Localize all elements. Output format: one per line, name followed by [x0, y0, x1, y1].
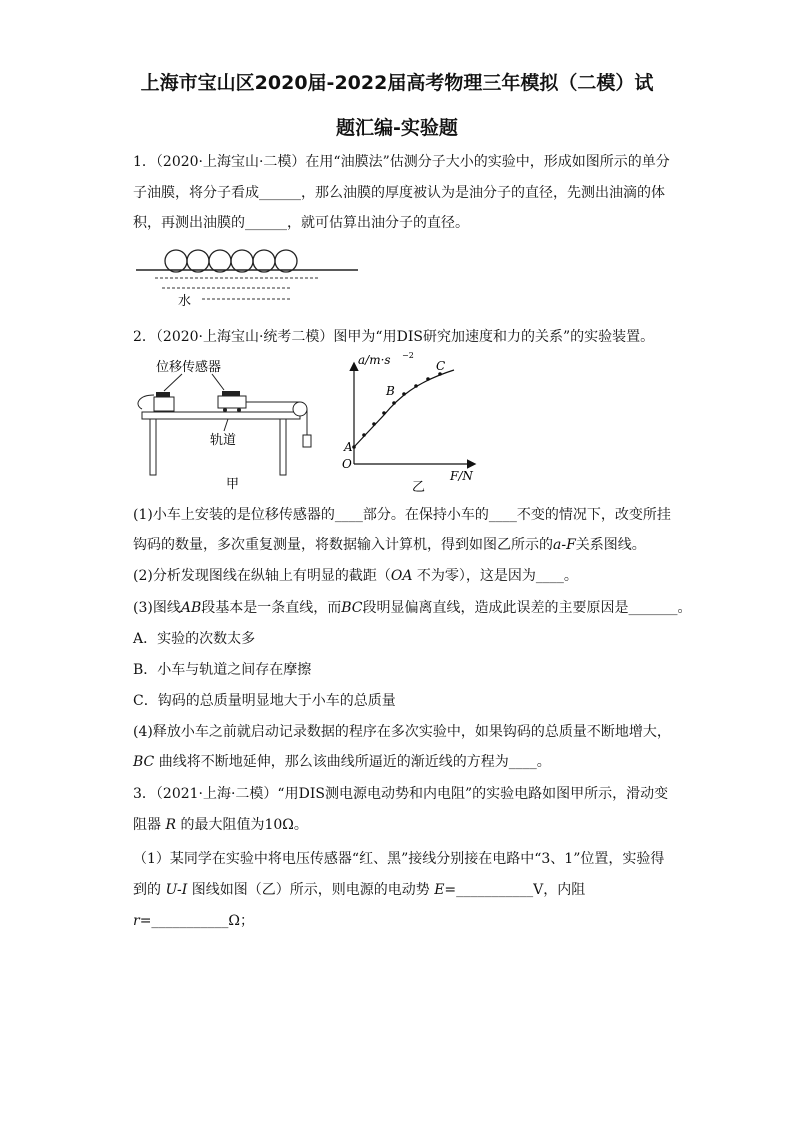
oil-film-figure: [130, 244, 370, 310]
point-b-label: B: [386, 384, 395, 398]
q1-line2: 子油膜，将分子看成______，那么油膜的厚度被认为是油分子的直径，先测出油滴的体: [133, 185, 665, 201]
a-f-graph-yi: [336, 350, 486, 496]
y-axis-label: a/m·s: [358, 353, 391, 367]
q3-line4: 到的 U-I 图线如图（乙）所示，则电源的电动势 E=___________V，内阻: [133, 882, 586, 898]
q1-line3: 积，再测出油膜的______，就可估算出油分子的直径。: [133, 215, 469, 231]
x-axis-label: F/N: [450, 469, 473, 483]
q2-part1-line2: 钩码的数量，多次重复测量，将数据输入计算机，得到如图乙所示的a-F关系图线。: [133, 537, 646, 553]
sensor-label: 位移传感器: [156, 360, 222, 375]
q3-line2: 阻器 R 的最大阻值为10Ω。: [133, 817, 308, 833]
point-c-label: C: [436, 359, 446, 373]
q2-option-c: C．钩码的总质量明显地大于小车的总质量: [133, 693, 396, 709]
q2-part4-line2: BC 曲线将不断地延伸，那么该曲线所逼近的渐近线的方程为____。: [133, 754, 551, 770]
q3-line5: r=___________Ω；: [133, 913, 255, 929]
track-label: 轨道: [210, 433, 237, 448]
q2-part3: (3)图线AB段基本是一条直线，而BC段明显偏离直线，造成此误差的主要原因是_______。: [133, 600, 692, 616]
figure-yi-label: 乙: [412, 480, 426, 495]
q3-line3: （1）某同学在实验中将电压传感器“红、黑”接线分别接在电路中“3、1”位置，实验得: [133, 851, 665, 867]
q2-line1: 2．（2020·上海宝山·统考二模）图甲为“用DIS研究加速度和力的关系”的实验装置。: [133, 329, 655, 345]
document-title-line2: 题汇编-实验题: [336, 117, 458, 139]
figure-jia-label: 甲: [226, 477, 240, 492]
q2-option-b: B．小车与轨道之间存在摩擦: [133, 662, 312, 678]
q3-line1: 3．（2021·上海·二模）“用DIS测电源电动势和内电阻”的实验电路如图甲所示，滑动变: [133, 786, 669, 802]
document-title-line1: 上海市宝山区2020届-2022届高考物理三年模拟（二模）试: [140, 72, 654, 94]
y-axis-exponent: −2: [402, 351, 414, 360]
q2-part1-line1: (1)小车上安装的是位移传感器的____部分。在保持小车的____不变的情况下，改变所挂: [133, 507, 671, 523]
origin-label: O: [342, 457, 352, 471]
q1-line1: 1．（2020·上海宝山·二模）在用“油膜法”估测分子大小的实验中，形成如图所示的单分: [133, 154, 670, 170]
q2-part4-line1: (4)释放小车之前就启动记录数据的程序在多次实验中，如果钩码的总质量不断地增大，: [133, 724, 671, 740]
q2-option-a: A．实验的次数太多: [133, 631, 256, 647]
apparatus-figure-jia: [128, 355, 328, 495]
q2-part2: (2)分析发现图线在纵轴上有明显的截距（OA 不为零），这是因为____。: [133, 568, 578, 584]
point-a-label: A: [344, 440, 353, 454]
water-label: 水: [178, 294, 192, 309]
